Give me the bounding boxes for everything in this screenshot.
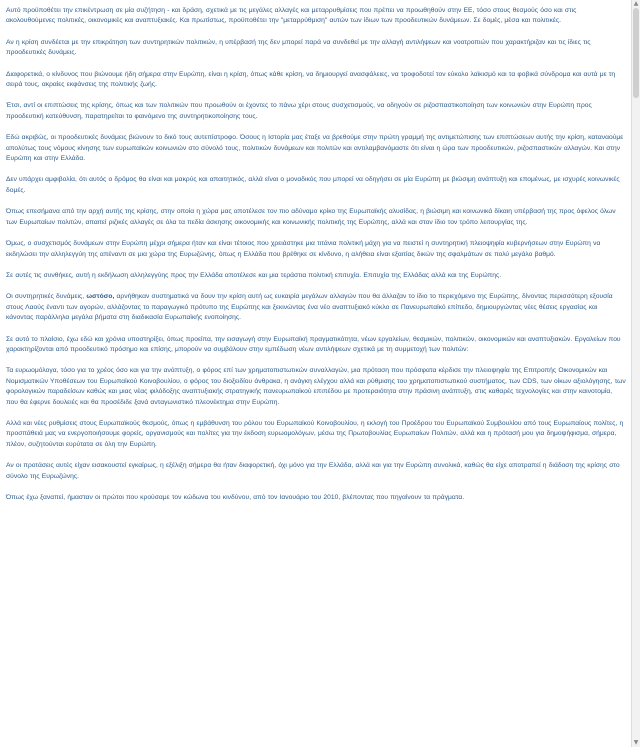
paragraph-12: Τα ευρωομόλογα, τόσο για το χρέος όσο και για την ανάπτυξη, ο φόρος επί των χρηματοπιστωτικών συναλλαγών, μια πρόταση που πρόσφατα κέρδισε την πλειοψηφία της Επιτροπής Οικονομικών και Νομισματικών Υποθέσεων του Ευρωπαϊκού Κοινοβουλίου, ο φόρος του διοξειδίου άνθρακα, η ανάγκη ελέγχου αλλά και ρύθμισης του χρηματοπιστωτικού συστήματος, των CDS, των οίκων αξιολόγησης, των φορολογικών παραδείσων καθώς και μιας νέας φιλόδοξης αναπτυξιακής στρατηγικής πανευρωπαϊκού επιπέδου με προτεραιότητα στην πράσινη ανάπτυξη, στις καθαρές τεχνολογίες και στην καινοτομία, που θα έφερνε δουλειές και θα προσέδιδε ξανά ανταγωνιστικό πλεονέκτημα στην Ευρώπη. <box>6 367 626 406</box>
paragraph-14: Αν οι προτάσεις αυτές είχαν εισακουστεί εγκαίρως, η εξέλιξη σήμερα θα ήταν διαφορετική, όχι μόνο για την Ελλάδα, αλλά και για την Ευρώπη συνολικά, καθώς θα είχε αποτραπεί η διάδοση της κρίσης στο σύνολο της Ευρωζώνης. <box>6 462 620 480</box>
paragraph-4: Έτσι, αντί οι επιπτώσεις της κρίσης, όπως και των πολιτικών που προωθούν οι έχοντες το πάνω χέρι στους συσχετισμούς, να οδηγούν σε ριζοσπαστικοποίηση των κοινωνιών στην Ευρώπη προς προοδευτική κατεύθυνση, παρατηρείται το φαινόμενο της συντηρητικοποίησης τους. <box>6 102 592 120</box>
scroll-up-arrow-icon[interactable]: ▲ <box>633 0 639 7</box>
paragraph-8: Όμως, ο συσχετισμός δυνάμεων στην Ευρώπη μέχρι σήμερα ήταν και είναι τέτοιος που χρειάστηκε μια τιτάνια πολιτική μάχη για να πειστεί η συντηρητική πλειοψηφία κυβερνήσεων στην Ευρώπη να εκδηλώσει την αλληλεγγύη της απέναντι σε μια χώρα της Ευρωζώνης, όπως η Ελλάδα που βρέθηκε σε κίνδυνο, η αλήθεια είναι εξαιτίας δικών της σφαλμάτων σε πολύ μεγάλο βαθμό. <box>6 240 601 258</box>
paragraph-2: Αν η κρίση συνδέεται με την επικράτηση των συντηρητικών πολιτικών, η υπέρβασή της δεν μπορεί παρά να συνδεθεί με την αλλαγή αντιλήψεων και νοοτροπιών που χαρακτήριζαν και τις ίδιες τις προοδευτικές δυνάμεις. <box>6 38 591 57</box>
paragraph-3: Διαφορετικά, ο κίνδυνος που βιώνουμε ήδη σήμερα στην Ευρώπη, είναι η κρίση, όπως κάθε κρίση, να δημιουργεί ανασφάλειες, να τροφοδοτεί τον εύκολο λαϊκισμό και τα φοβικά σύνδρομα και αυτά με τη σειρά τους, ακραίες εκφάνσεις της πολιτικής ζωής. <box>6 70 616 89</box>
scroll-thumb[interactable] <box>633 8 639 98</box>
paragraph-11: Σε αυτό το πλαίσιο, έχω εδώ και χρόνια υποστηρίξει, όπως προείπα, την εισαγωγή στην Ευρωπαϊκή πραγματικότητα, νέων εργαλείων, θεσμικών, πολιτικών, οικονομικών και αναπτυξιακών. Εργαλείων που χαρακτηρίζονται από προοδευτικό πρόσημο και επίσης, μπορούν να συμβάλουν στην εμπέδωση νέων αντιλήψεων σχετικά με τη συμμετοχή των πολιτών: <box>6 335 621 353</box>
paragraph-7: Όπως επεσήμανα από την αρχή αυτής της κρίσης, στην οποία η χώρα μας αποτέλεσε τον πιο αδύναμο κρίκο της Ευρωπαϊκής αλυσίδας, η βιώσιμη και κοινωνικά δίκαιη υπέρβασή της προς όφελος όλων των Ευρωπαίων πολιτών, απαιτεί ριζικές αλλαγές σε όλα τα πεδία άσκησης οικονομικής και κοινωνικής πολιτικής της Ευρώπης, αλλά και στον ίδιο τον τρόπο λειτουργίας της. <box>6 208 616 226</box>
paragraph-10: Οι συντηρητικές δυνάμεις, ωστόσο, αρνήθηκαν συστηματικά να δουν την κρίση αυτή ως ευκαιρία μεγάλων αλλαγών που θα άλλαζαν το ίδιο το περιεχόμενο της Ευρώπης, δίνοντας περισσότερη εξουσία στους Λαούς έναντι των αγορών, αλλάζοντας το παραγωγικό πρότυπο της Ευρώπης και ξεκινώντας ένα νέο αναπτυξιακό κύκλο σε Πανευρωπαϊκό επίπεδο, δημιουργώντας νέες θέσεις εργασίας και κάνοντας παράλληλα μεγάλα βήματα στη διαδικασία Ευρωπαϊκής ενοποίησης. <box>6 293 613 322</box>
paragraph-13: Αλλά και νέες ρυθμίσεις στους Ευρωπαϊκούς θεσμούς, όπως η εμβάθυνση του ρόλου του Ευρωπαϊκού Κοινοβουλίου, η εκλογή του Προέδρου του Ευρωπαϊκού Συμβουλίου από τους Ευρωπαίους πολίτες, η προσπάθειά μας να ενεργοποιήσουμε φορείς, οργανισμούς και πολίτες για την έκδοση ευρωομολόγων, μέσω της Πρωτοβουλίας Ευρωπαίων Πολιτών, αλλά και η πρότασή μου για δημοψήφισμα, σήμερα, πλέον, συζητούνται ευρύτατα σε όλη την Ευρώπη. <box>6 419 624 448</box>
paragraph-9: Σε αυτές τις συνθήκες, αυτή η εκδήλωση αλληλεγγύης προς την Ελλάδα αποτέλεσε και μια τεράστια πολιτική επιτυχία. Επιτυχία της Ελλάδας αλλά και της Ευρώπης. <box>6 271 502 279</box>
scroll-down-arrow-icon[interactable]: ▼ <box>633 739 639 746</box>
paragraph-1: Αυτό προϋποθέτει την επικέντρωση σε μία συζήτηση - και δράση, σχετικά με τις μεγάλες αλλαγές και μεταρρυθμίσεις που πρέπει να προωθηθούν στην ΕΕ, τόσο στους θεσμούς όσο και στις ακολουθούμενες πολιτικές, οικονομικές και αναπτυξιακές. Και πρωτίστως, προϋποθέτει την "μεταρρύθμιση" αυτών των ίδιων των προοδευτικών δυνάμεων. Σε δομές, μέσα και πολιτικές. <box>6 7 577 25</box>
vertical-scrollbar[interactable] <box>631 0 640 747</box>
emphasis-word: ωστόσο, <box>86 293 115 301</box>
paragraph-15: Όπως έχω ξαναπεί, ήμασταν οι πρώτοι που κρούσαμε τον κώδωνα του κινδύνου, από τον Ιανουάριο του 2010, βλέποντας που πηγαίνουν τα πράγματα. <box>6 494 465 501</box>
paragraph-5: Εδώ ακριβώς, οι προοδευτικές δυνάμεις βιώνουν το δικό τους αυτεπίστροφο. Όσους η Ιστορία μας έταξε να βρεθούμε στην πρώτη γραμμή της αντιμετώπισης των επιπτώσεων αυτής την κρίση, καταναούμε απολύτως τους νόμους κίνησης των ευρωπαϊκών κοινωνιών στο σύνολό τους, πολιτικών δυνάμεων και πολιτών και αντιλαμβανόμαστε ότι είναι η ώρα των προοδευτικών, ριζοσπαστικών αλλαγών. Και στην Ευρώπη και στην Ελλάδα. <box>6 134 624 163</box>
paragraph-6: Δεν υπάρχει αμφιβολία, ότι αυτός ο δρόμος θα είναι και μακρύς και απαιτητικός, αλλά είναι ο μοναδικός που μπορεί να οδηγήσει σε μία Ευρώπη με βιώσιμη ανάπτυξη και επομένως, με ισχυρές κοινωνικές δομές. <box>6 176 620 194</box>
